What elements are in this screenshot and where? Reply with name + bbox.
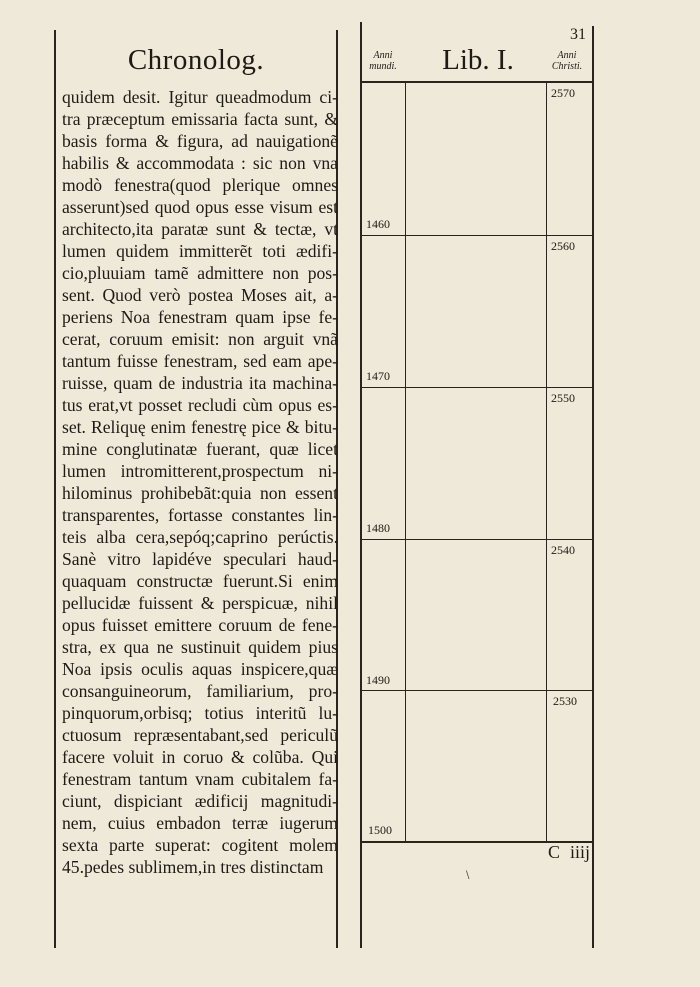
table-row-divider [360, 235, 594, 236]
text-line: 45.pedes sublimem,in tres distinctam [62, 857, 324, 877]
printer-tick-mark: \ [466, 870, 470, 881]
anni-christi-value: 2530 [553, 694, 577, 708]
text-line: Noa ipsis oculis aquas inspicere,quæ [62, 659, 338, 679]
text-line: facere voluit in coruo & colũba. Qui [62, 747, 338, 767]
anni-mundi-value: 1490 [366, 673, 390, 687]
anni-mundi-value: 1500 [368, 823, 392, 837]
text-line: transparentes, fortasse constantes lin- [62, 505, 338, 525]
text-line: ctuosum repræsentabant,sed periculũ [62, 725, 338, 745]
body-text [62, 86, 338, 878]
table-rule-inner-right [546, 82, 547, 841]
text-line: cio,pluuiam tamẽ admittere non pos- [62, 263, 338, 283]
anni-mundi-value: 1480 [366, 521, 390, 535]
anni-mundi-value: 1470 [366, 369, 390, 383]
table-rule-outer-right [592, 26, 594, 948]
text-line: ruisse, quam de industria ita machina- [62, 373, 338, 393]
anni-mundi-value: 1460 [366, 217, 390, 231]
text-line: modò fenestra(quod plerique omnes [62, 175, 338, 195]
signature-mark [500, 842, 590, 863]
text-line: opus fuisset emittere coruum de fene- [62, 615, 338, 635]
text-line: pellucidæ fuissent & perspicuæ, nihil [62, 593, 338, 613]
header-anni-mundi-line1: Anni [373, 50, 393, 61]
running-head-left: Chronolog. [127, 44, 265, 76]
text-line: pinquorum,orbisq; totius interitũ lu- [62, 703, 338, 723]
text-line: periens Noa fenestram quam ipse fe- [62, 307, 338, 327]
header-anni-christi-line1: Anni [557, 50, 577, 61]
text-line: sent. Quod verò postea Moses ait, a- [62, 285, 338, 305]
table-rule-outer-left [360, 22, 362, 948]
table-row-divider [360, 690, 594, 691]
header-anni-christi-line2: Christi. [551, 61, 583, 72]
text-line: architecto,ita paratæ sunt & tectæ, vt [62, 219, 338, 239]
table-row-divider [360, 387, 594, 388]
text-line: tra præceptum emissaria facta sunt, & [62, 109, 338, 129]
header-anni-christi [544, 50, 590, 72]
text-line: asserunt)sed quod opus esse visum est [62, 197, 338, 217]
text-line: lumen quidem immitterẽt toti ædifi- [62, 241, 338, 261]
table-row-divider [360, 539, 594, 540]
text-line: fenestram tantum vnam cubitalem fa- [62, 769, 338, 789]
text-line: cerat, coruum emisit: non arguit vnã [62, 329, 338, 349]
text-line: nem, cuius embadon terræ iugerum [62, 813, 338, 833]
text-line: sexta parte superat: cogitent molem [62, 835, 338, 855]
text-line: quidem desit. Igitur queadmodum ci- [62, 87, 338, 107]
page-number: 31 [570, 26, 586, 43]
header-anni-mundi [362, 50, 404, 72]
left-column-rule-left [54, 30, 56, 948]
text-line: lumen intromitterent,prospectum ni- [62, 461, 338, 481]
text-line: habilis & accommodata : sic non vna [62, 153, 338, 173]
signature-letter: C [547, 842, 560, 862]
text-line: tantum fuisse fenestram, sed eam ape- [62, 351, 338, 371]
text-line: Sanè vitro lapidéve speculari haud- [62, 549, 338, 569]
text-line: teis alba cera,sepóq;caprino perúctis. [62, 527, 338, 547]
text-line: set. Reliquę enim fenestrę pice & bitu- [62, 417, 338, 437]
text-line: ciunt, dispiciant ædificij magnitudi- [62, 791, 338, 811]
text-line: stra, ex qua ne sustinuit quidem pius [62, 637, 338, 657]
text-line: basis forma & figura, ad nauigationẽ [62, 131, 338, 151]
table-rule-header-bottom [360, 81, 594, 83]
table-rule-inner-left [405, 82, 406, 841]
header-anni-mundi-line2: mundi. [369, 61, 397, 72]
anni-christi-value: 2540 [551, 543, 575, 557]
anni-christi-value: 2550 [551, 391, 575, 405]
text-line: hilominus prohibebãt:quia non essent [62, 483, 338, 503]
text-line: consanguineorum, familiarium, pro- [62, 681, 338, 701]
anni-christi-value: 2560 [551, 239, 575, 253]
text-line: tus erat,vt posset recludi cùm opus es- [62, 395, 338, 415]
running-head-right: Lib. I. [442, 44, 514, 76]
signature-number: iiij [569, 842, 590, 862]
anni-christi-value: 2570 [551, 86, 575, 100]
text-line: mine conglutinatæ fuerant, quæ licet [62, 439, 338, 459]
text-line: quaquam constructæ fuerunt.Si enim [62, 571, 338, 591]
